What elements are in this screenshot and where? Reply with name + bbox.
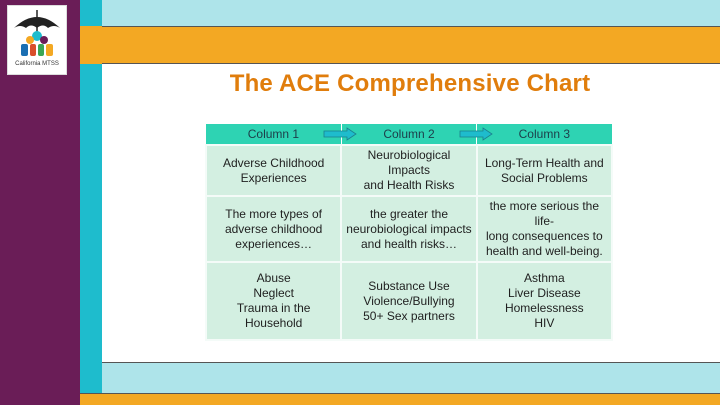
orange-header-band (80, 26, 720, 64)
cell-text-line: Trauma in the Household (236, 301, 311, 330)
cell-text-line: and health risks… (360, 236, 458, 251)
divider-line (102, 26, 720, 27)
cell-text-line: Experiences (240, 170, 307, 185)
cell-text-line: Homelessness (504, 301, 584, 315)
table-cell (341, 262, 476, 340)
arrow-right-icon (459, 127, 493, 141)
table-cell (477, 145, 612, 196)
table-cell (341, 196, 476, 262)
table-cell (341, 145, 476, 196)
cell-text-line: HIV (534, 316, 555, 330)
arrow-right-icon (323, 127, 357, 141)
cell-text-line: Social Problems (500, 170, 588, 185)
cell-text-line: The more types of (225, 206, 323, 221)
table-row (206, 196, 612, 262)
cell-text-line: experiences… (235, 236, 313, 251)
cell-text-line: Asthma (523, 271, 565, 285)
table-row (206, 262, 612, 340)
logo (7, 5, 67, 75)
divider-line (102, 63, 720, 64)
logo-text: California MTSS (15, 61, 59, 67)
table-header-row (206, 124, 612, 145)
cell-text-line: long consequences to (485, 229, 603, 243)
cell-text-line: Neurobiological Impacts (367, 148, 451, 177)
cell-text-line: adverse childhood (224, 221, 323, 236)
column-header: Column 3 (477, 124, 612, 145)
column-header: Column 1 (206, 124, 341, 145)
cell-text-line: Liver Disease (507, 286, 581, 300)
cell-text-line: the greater the (369, 206, 449, 221)
cell-text-line: and Health Risks (363, 178, 455, 192)
cell-text-line: Neglect (253, 286, 294, 300)
top-light-band (102, 0, 720, 26)
umbrella-logo-icon (8, 6, 66, 74)
table-cell (206, 262, 341, 340)
cell-text-line: health and well-being. (485, 244, 603, 258)
cell-text-line: Abuse (256, 271, 291, 285)
cell-text-line: neurobiological impacts (346, 221, 472, 236)
slide-title: The ACE Comprehensive Chart (229, 70, 591, 97)
cell-text-line: Violence/Bullying (363, 293, 455, 308)
cell-text-line: Substance Use (368, 278, 450, 293)
table-cell (206, 196, 341, 262)
ace-chart-table (205, 124, 613, 334)
cell-text-line: the more serious the life- (489, 199, 600, 228)
bottom-orange-band (80, 393, 720, 405)
table-cell (477, 196, 612, 262)
column-header: Column 2 (341, 124, 476, 145)
cell-text-line: Long-Term Health and (484, 155, 604, 170)
cell-text-line: Adverse Childhood (222, 155, 325, 170)
table-cell (206, 145, 341, 196)
table-cell (477, 262, 612, 340)
cell-text-line: 50+ Sex partners (363, 308, 455, 323)
bottom-light-band (102, 362, 720, 393)
table-row (206, 145, 612, 196)
